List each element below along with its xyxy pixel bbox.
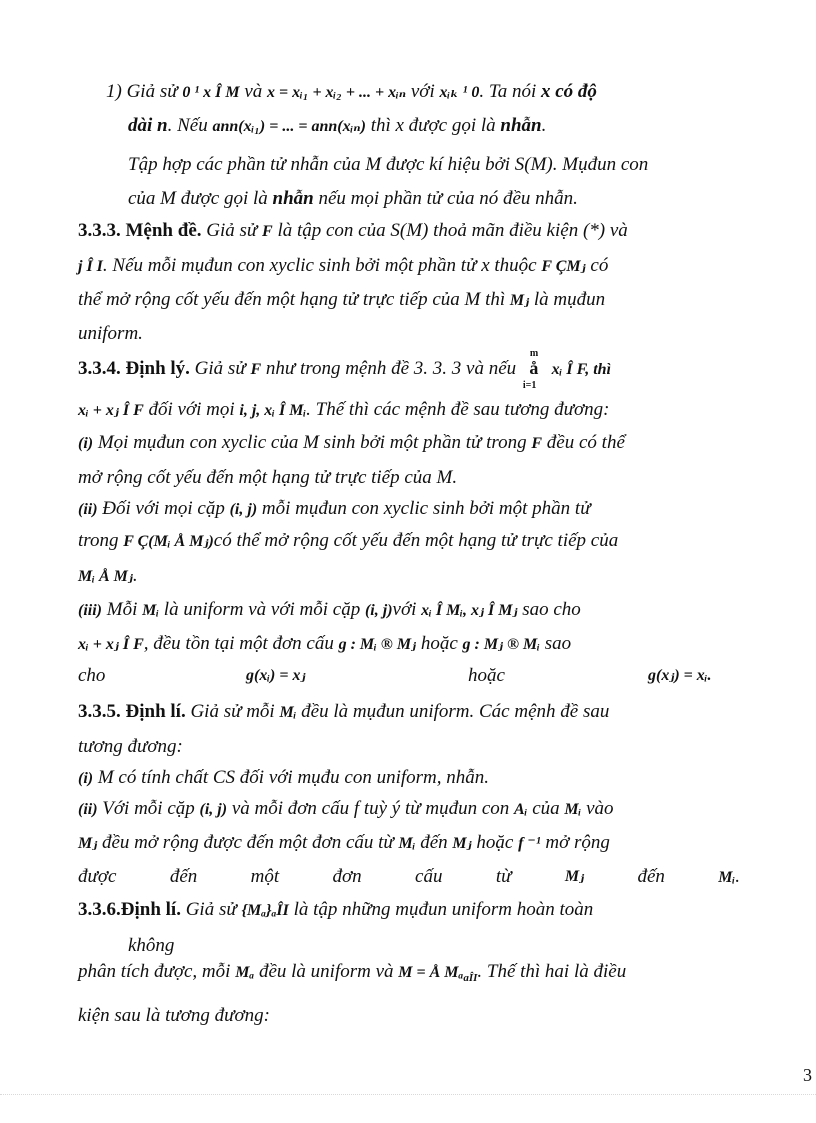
s334-item-iii-line2: xᵢ + xⱼ Î F, đều tồn tại một đơn cấu g : Mᵢ ® Mⱼ hoặc g : Mⱼ ® Mᵢ sao [78, 633, 572, 654]
s336-heading: 3.3.6.Định lí. [78, 899, 181, 920]
s335-item-i: (i) M có tính chất CS đối với mụđu con uniform, nhẫn. [78, 767, 490, 788]
para-sm-line1: Tập hợp các phần tử nhẫn của M được kí hiệu bởi S(M). Mụđun con [128, 154, 649, 175]
s335-item-ii-line3: được đến một đơn cấu từ Mⱼ đến Mᵢ. [78, 866, 740, 887]
s334-item-i-line1: (i) Mọi mụđun con xyclic của M sinh bởi một phần tử trong F đều có thể [78, 432, 625, 453]
s336-line1: 3.3.6.Định lí. Giả sử {Mₐ}ₐÎI là tập những mụđun uniform hoàn toàn [78, 899, 594, 920]
s333-line3: thể mở rộng cốt yếu đến một hạng tử trực tiếp của M thì Mⱼ là mụđun [78, 289, 606, 310]
s333-heading: 3.3.3. Mệnh đề. [78, 220, 202, 241]
page-number: 3 [803, 1065, 812, 1085]
item1-line1: 1) Giả sử 0 ¹ x Î M và x = xᵢ₁ + xᵢ₂ + ... + xᵢₙ với xᵢₖ ¹ 0. Ta nói x có độ [106, 81, 597, 102]
page-divider [0, 1094, 816, 1095]
s335-item-ii-line2: Mⱼ đều mở rộng được đến một đơn cấu từ Mᵢ đến Mⱼ hoặc f ⁻¹ mở rộng [78, 832, 610, 853]
s334-item-ii-line3: Mᵢ Å Mⱼ. [78, 565, 138, 586]
s336-line2: phân tích được, mỗi Mₐ đều là uniform và M = Å Mₐ$_{aÎI}$. Thế thì hai là điều [78, 961, 627, 984]
s333-line2: j Î I. Nếu mỗi mụđun con xyclic sinh bởi một phần tử x thuộc F ÇMⱼ có [78, 255, 609, 276]
s335-line2: tương đương: [78, 736, 183, 757]
s334-item-ii-line2: trong F Ç(Mᵢ Å Mⱼ)có thể mở rộng cốt yếu đến một hạng tử trực tiếp của [78, 530, 619, 551]
s333-line4: uniform. [78, 323, 143, 344]
s334-line1: 3.3.4. Định lý. Giả sử F như trong mệnh đề 3. 3. 3 và nếu m å i=1 xᵢ Î F, thì [78, 348, 611, 391]
s336-line1-wrap: không [128, 935, 175, 956]
s333-line1: 3.3.3. Mệnh đề. Giả sử F là tập con của S(M) thoả mãn điều kiện (*) và [78, 220, 628, 241]
document-page: 1) Giả sử 0 ¹ x Î M và x = xᵢ₁ + xᵢ₂ + ... + xᵢₙ với xᵢₖ ¹ 0. Ta nói x có độ dài n. Nếu ann(xᵢ₁) = ... = ann(xᵢₙ) thì x được gọi là nhẫn. Tập hợp các phần tử nhẫn của M được kí hiệu bởi S(M). Mụđun con của M được gọi là nhẫn nếu mọi phần tử của nó đều nhẫn. 3.3.3. Mệnh đề. Giả sử F là tập con của S(M) thoả mãn điều kiện (*) và j Î I. Nếu mỗi mụđun con xyclic sinh bởi một phần tử x thuộc F ÇMⱼ có thể mở rộng cốt yếu đến một hạng tử trực tiếp của M thì Mⱼ là mụđun uniform. 3.3.4. Định lý. Giả sử F như trong mệnh đề 3. 3. 3 và nếu m å i=1 xᵢ Î F, thì xᵢ + xⱼ Î F đối với mọi i, j, xᵢ Î Mᵢ. Thế thì các mệnh đề sau tương đương: (i) Mọi mụđun con xyclic của M sinh bởi một phần tử trong F đều có thể mở rộng cốt yếu đến một hạng tử trực tiếp của M. (ii) Đối với mọi cặp (i, j) mỗi mụđun con xyclic sinh bởi một phần tử trong F Ç(Mᵢ Å Mⱼ)có thể mở rộng cốt yếu đến một hạng tử trực tiếp của Mᵢ Å Mⱼ. (iii) Mỗi Mᵢ là uniform và với mỗi cặp (i, j)với xᵢ Î Mᵢ, xⱼ Î Mⱼ sao cho xᵢ + xⱼ Î F, đều tồn tại một đơn cấu g : Mᵢ ® Mⱼ hoặc g : Mⱼ ® Mᵢ sao cho g(xᵢ) = xⱼ hoặc g(xⱼ) = xᵢ. 3.3.5. Định lí. Giả sử mỗi Mᵢ đều là mụđun uniform. Các mệnh đề sau tương đương: (i) M có tính chất CS đối với mụđu con uniform, nhẫn. (ii) Với mỗi cặp (i, j) và mỗi đơn cấu f tuỳ ý từ mụđun con Aᵢ của Mᵢ vào Mⱼ đều mở rộng được đến một đơn cấu từ Mᵢ đến Mⱼ hoặc f ⁻¹ mở rộng được đến một đơn cấu từ Mⱼ đến Mᵢ. 3.3.6.Định lí. Giả sử {Mₐ}ₐÎI là tập những mụđun uniform hoàn toàn không phân tích được, mỗi Mₐ đều là uniform và M = Å Mₐ$_{aÎI}$. Thế thì hai là điều kiện sau là tương đương: 3 [0, 0, 816, 1123]
s334-item-ii-line1: (ii) Đối với mọi cặp (i, j) mỗi mụđun con xyclic sinh bởi một phần tử [78, 498, 591, 519]
summation-symbol: m å i=1 [522, 348, 539, 391]
s336-line3: kiện sau là tương đương: [78, 1005, 270, 1026]
s334-line2: xᵢ + xⱼ Î F đối với mọi i, j, xᵢ Î Mᵢ. Thế thì các mệnh đề sau tương đương: [78, 399, 610, 420]
para-sm-line2: của M được gọi là nhẫn nếu mọi phần tử của nó đều nhẫn. [128, 188, 578, 209]
s334-item-i-line2: mở rộng cốt yếu đến một hạng tử trực tiếp của M. [78, 467, 458, 488]
s335-item-ii-line1: (ii) Với mỗi cặp (i, j) và mỗi đơn cấu f tuỳ ý từ mụđun con Aᵢ của Mᵢ vào [78, 798, 614, 819]
s334-item-iii-line1: (iii) Mỗi Mᵢ là uniform và với mỗi cặp (i, j)với xᵢ Î Mᵢ, xⱼ Î Mⱼ sao cho [78, 599, 581, 620]
s334-heading: 3.3.4. Định lý. [78, 358, 190, 379]
s335-heading: 3.3.5. Định lí. [78, 701, 186, 722]
s335-line1: 3.3.5. Định lí. Giả sử mỗi Mᵢ đều là mụđun uniform. Các mệnh đề sau [78, 701, 610, 722]
item1-line2: dài n. Nếu ann(xᵢ₁) = ... = ann(xᵢₙ) thì x được gọi là nhẫn. [128, 115, 547, 136]
